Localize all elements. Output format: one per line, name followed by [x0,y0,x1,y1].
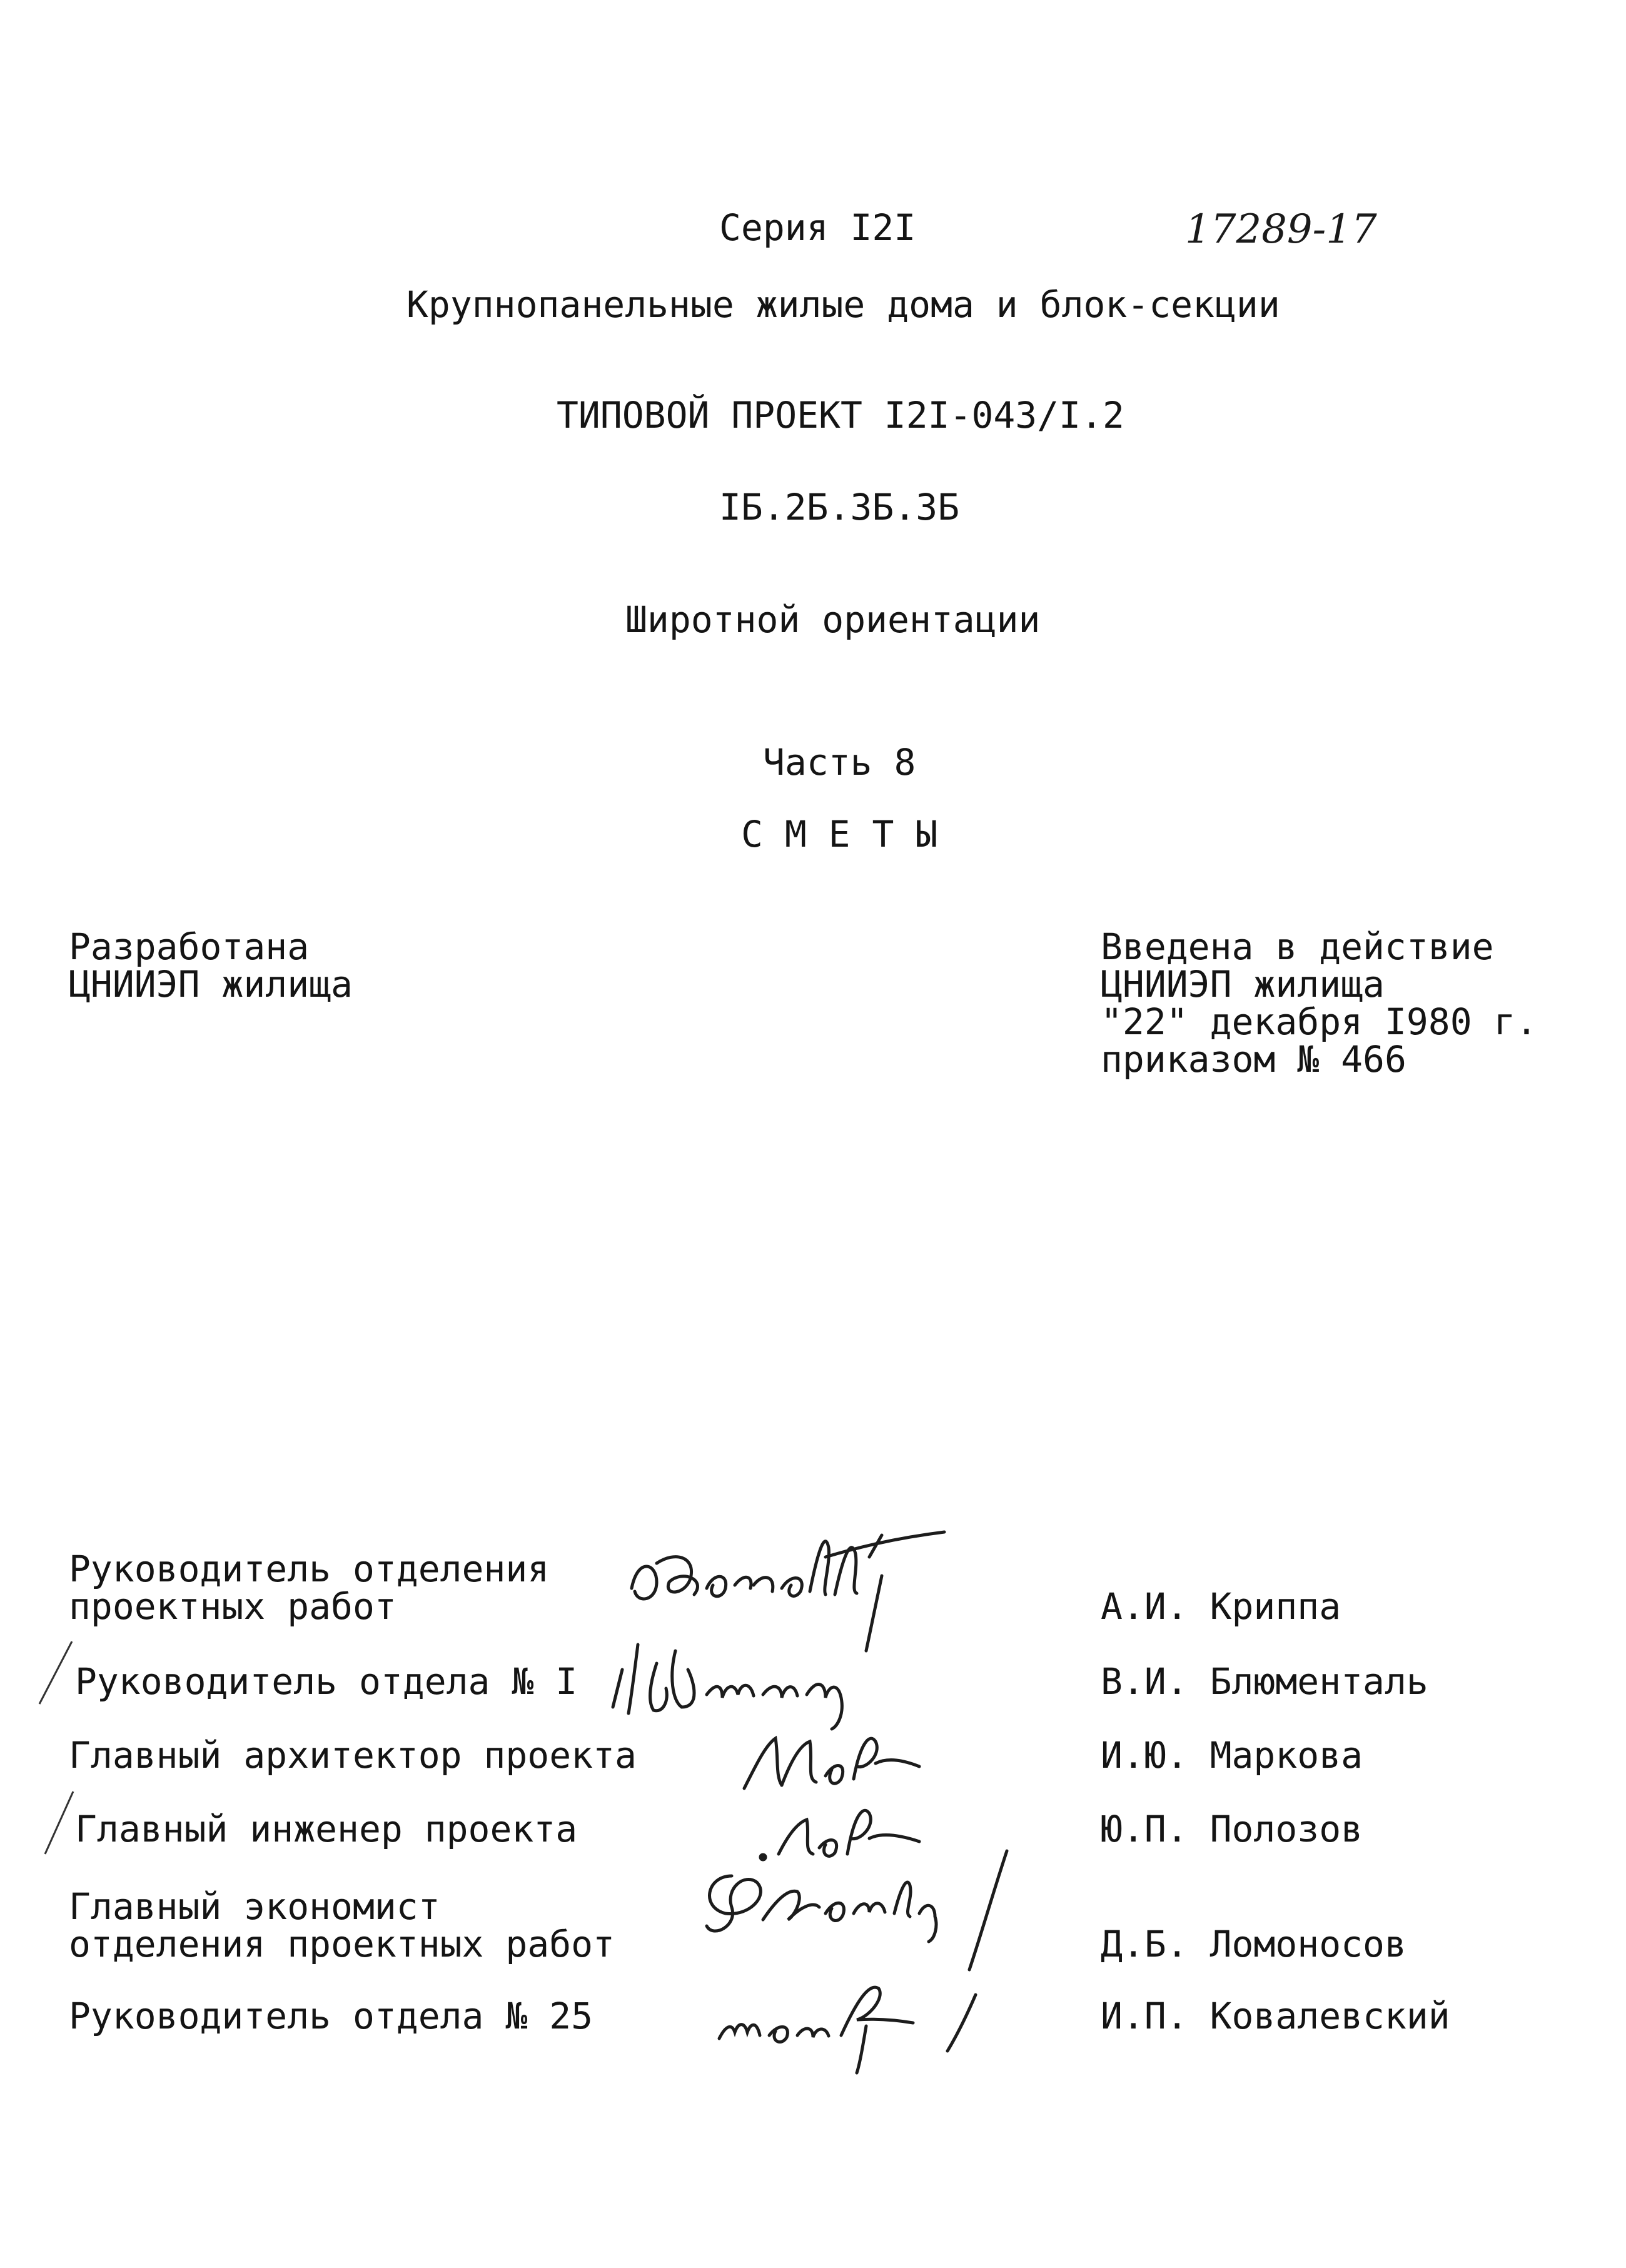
introduced-line-2: ЦНИИЭП жилища [1101,963,1385,1005]
part-name: С М Е Т Ы [741,813,938,855]
signatory-name: И.П. Ковалевский [1101,1995,1450,2037]
signatory-name: Ю.П. Полозов [1101,1808,1363,1850]
signatory-role: Главный инженер проекта [75,1808,578,1850]
handwritten-signature [694,1838,1044,1982]
introduced-line-3: "22" декабря I980 г. [1101,1000,1538,1043]
document-title: Крупнопанельные жилые дома и блок-секции [406,283,1280,326]
signatory-role: Главный экономист [69,1885,440,1928]
signatory-name: В.И. Блюменталь [1101,1660,1428,1703]
developed-line-1: Разработана [69,925,310,968]
signatory-role: Руководитель отдела № I [75,1660,578,1703]
signatory-role-continued: отделения проектных работ [69,1923,615,1965]
orientation-label: Широтной ориентации [625,598,1041,641]
project-code: ТИПОВОЙ ПРОЕКТ I2I-043/I.2 [557,394,1124,436]
handwritten-signature [707,1970,1032,2076]
developed-line-2: ЦНИИЭП жилища [69,963,353,1005]
signatory-name: А.И. Криппа [1101,1585,1341,1628]
signatory-role: Руководитель отдела № 25 [69,1995,593,2037]
signatory-role-continued: проектных работ [69,1585,396,1628]
margin-tick-mark [39,1788,83,1860]
part-label: Часть 8 [763,741,916,784]
signatory-name: Д.Б. Ломоносов [1101,1923,1406,1965]
signatory-role: Главный архитектор проекта [69,1734,637,1777]
introduced-line-1: Введена в действие [1101,925,1494,968]
margin-tick-mark [34,1638,78,1710]
series-label: Серия I2I [719,206,916,249]
sections-code: IБ.2Б.3Б.3Б [719,486,960,528]
inventory-number: 17289-17 [1185,206,1377,253]
signatory-name: И.Ю. Маркова [1101,1734,1363,1777]
introduced-line-4: приказом № 466 [1101,1038,1406,1081]
signatory-role: Руководитель отделения [69,1548,550,1590]
